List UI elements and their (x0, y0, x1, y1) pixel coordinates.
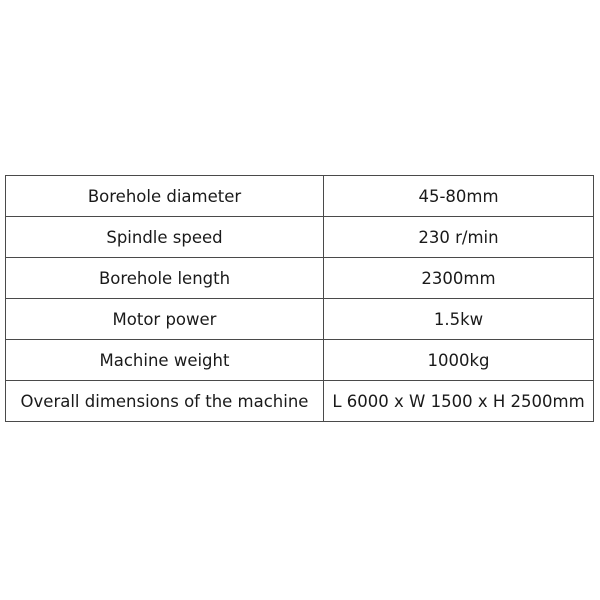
spec-value: 45-80mm (324, 176, 594, 217)
table-row (6, 340, 594, 381)
spec-value: 230 r/min (324, 217, 594, 258)
spec-label: Borehole length (6, 258, 324, 299)
spec-value: L 6000 x W 1500 x H 2500mm (324, 381, 594, 422)
spec-value: 1000kg (324, 340, 594, 381)
spec-table (5, 175, 594, 422)
spec-label: Spindle speed (6, 217, 324, 258)
spec-value: 2300mm (324, 258, 594, 299)
spec-label: Borehole diameter (6, 176, 324, 217)
table-row (6, 217, 594, 258)
spec-label: Motor power (6, 299, 324, 340)
table-row (6, 381, 594, 422)
table-row (6, 258, 594, 299)
table-row (6, 176, 594, 217)
table-row (6, 299, 594, 340)
spec-label: Machine weight (6, 340, 324, 381)
spec-value: 1.5kw (324, 299, 594, 340)
spec-label: Overall dimensions of the machine (6, 381, 324, 422)
